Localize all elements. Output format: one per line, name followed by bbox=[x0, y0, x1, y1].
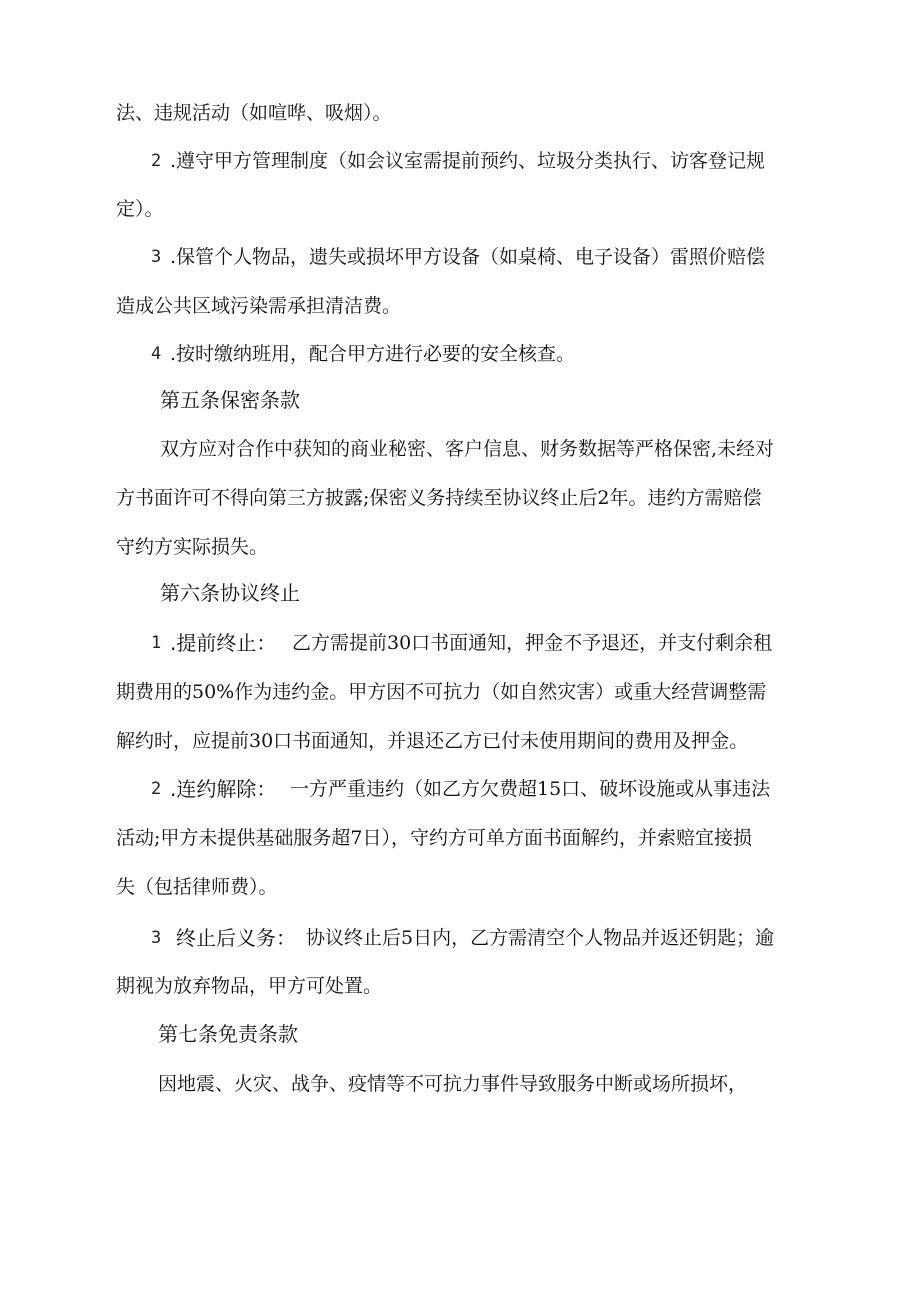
body-text: .遵守甲方管理制度（如会议室需提前预约、垃圾分类执行、访客登记规 bbox=[170, 150, 766, 172]
list-item-4 bbox=[0, 339, 920, 369]
body-text: 造成公共区域污染需承担清洁费。 bbox=[116, 295, 402, 317]
heading-text: 第六条协议终止 bbox=[160, 581, 300, 605]
paragraph-line bbox=[0, 872, 920, 902]
item-title: 终止后义务： bbox=[176, 926, 296, 950]
body-text: 解约时，应提前30口书面通知，并退还乙方已付未使用期间的费用及押金。 bbox=[116, 730, 749, 752]
list-item-3 bbox=[0, 242, 920, 272]
body-text: 因地震、火灾、战争、疫情等不可抗力事件导致服务中断或场所损坏， bbox=[158, 1073, 748, 1095]
list-number: 3 bbox=[151, 247, 162, 267]
paragraph-line bbox=[0, 971, 920, 1001]
paragraph-line bbox=[0, 1069, 920, 1099]
section-heading bbox=[0, 385, 920, 415]
body-text: 方书面许可不得向第三方披露;保密义务持续至协议终止后2年。违约方需赔偿 bbox=[116, 487, 762, 509]
list-number: 4 bbox=[151, 344, 162, 364]
list-number: 1 bbox=[151, 633, 162, 653]
body-text: .按时缴纳班用，配合甲方进行必要的安全核查。 bbox=[170, 343, 576, 365]
heading-text: 第七条免责条款 bbox=[158, 1022, 298, 1046]
paragraph-line bbox=[0, 194, 920, 224]
body-text: 失（包括律师费）。 bbox=[116, 876, 278, 898]
item-title: .提前终止： bbox=[170, 631, 277, 655]
heading-text: 第五条保密条款 bbox=[160, 388, 300, 412]
body-text: 协议终止后5日内，乙方需清空个人物品并返还钥匙；逾 bbox=[306, 927, 775, 949]
item-title: .连约解除： bbox=[170, 777, 277, 801]
body-text: 双方应对合作中获知的商业秘密、客户信息、财务数据等严格保密,未经对 bbox=[160, 438, 775, 460]
list-item-2 bbox=[0, 146, 920, 176]
paragraph-line bbox=[0, 677, 920, 707]
body-text: 期费用的50%作为违约金。甲方因不可抗力（如自然灾害）或重大经营调整需 bbox=[116, 681, 767, 703]
body-text: 定）。 bbox=[116, 198, 164, 220]
list-item-2 bbox=[0, 774, 920, 804]
paragraph-line bbox=[0, 483, 920, 513]
paragraph-line bbox=[0, 291, 920, 321]
paragraph-line bbox=[0, 434, 920, 464]
section-heading bbox=[0, 578, 920, 608]
body-text: 期视为放弃物品，甲方可处置。 bbox=[116, 975, 383, 997]
paragraph-line bbox=[0, 98, 920, 128]
paragraph-line bbox=[0, 532, 920, 562]
list-number: 3 bbox=[151, 928, 162, 948]
body-text: 法、违规活动（如喧哗、吸烟）。 bbox=[116, 102, 392, 124]
list-number: 2 bbox=[151, 151, 162, 171]
body-text: 乙方需提前30口书面通知，押金不予退还，并支付剩余租 bbox=[292, 632, 773, 654]
body-text: 一方严重违约（如乙方欠费超15口、破坏设施或从事违法 bbox=[290, 778, 771, 800]
body-text: 守约方实际损失。 bbox=[116, 536, 269, 558]
list-item-3 bbox=[0, 923, 920, 953]
section-heading bbox=[0, 1019, 920, 1049]
body-text: 活动;甲方未提供基础服务超7日），守约方可单方面书面解约，并索赔宜接损 bbox=[116, 827, 752, 849]
list-number: 2 bbox=[151, 779, 162, 799]
list-item-1 bbox=[0, 628, 920, 658]
paragraph-line bbox=[0, 726, 920, 756]
paragraph-line bbox=[0, 823, 920, 853]
body-text: .保管个人物品，遗失或损坏甲方设备（如桌椅、电子设备）雷照价赔偿 bbox=[170, 246, 766, 268]
